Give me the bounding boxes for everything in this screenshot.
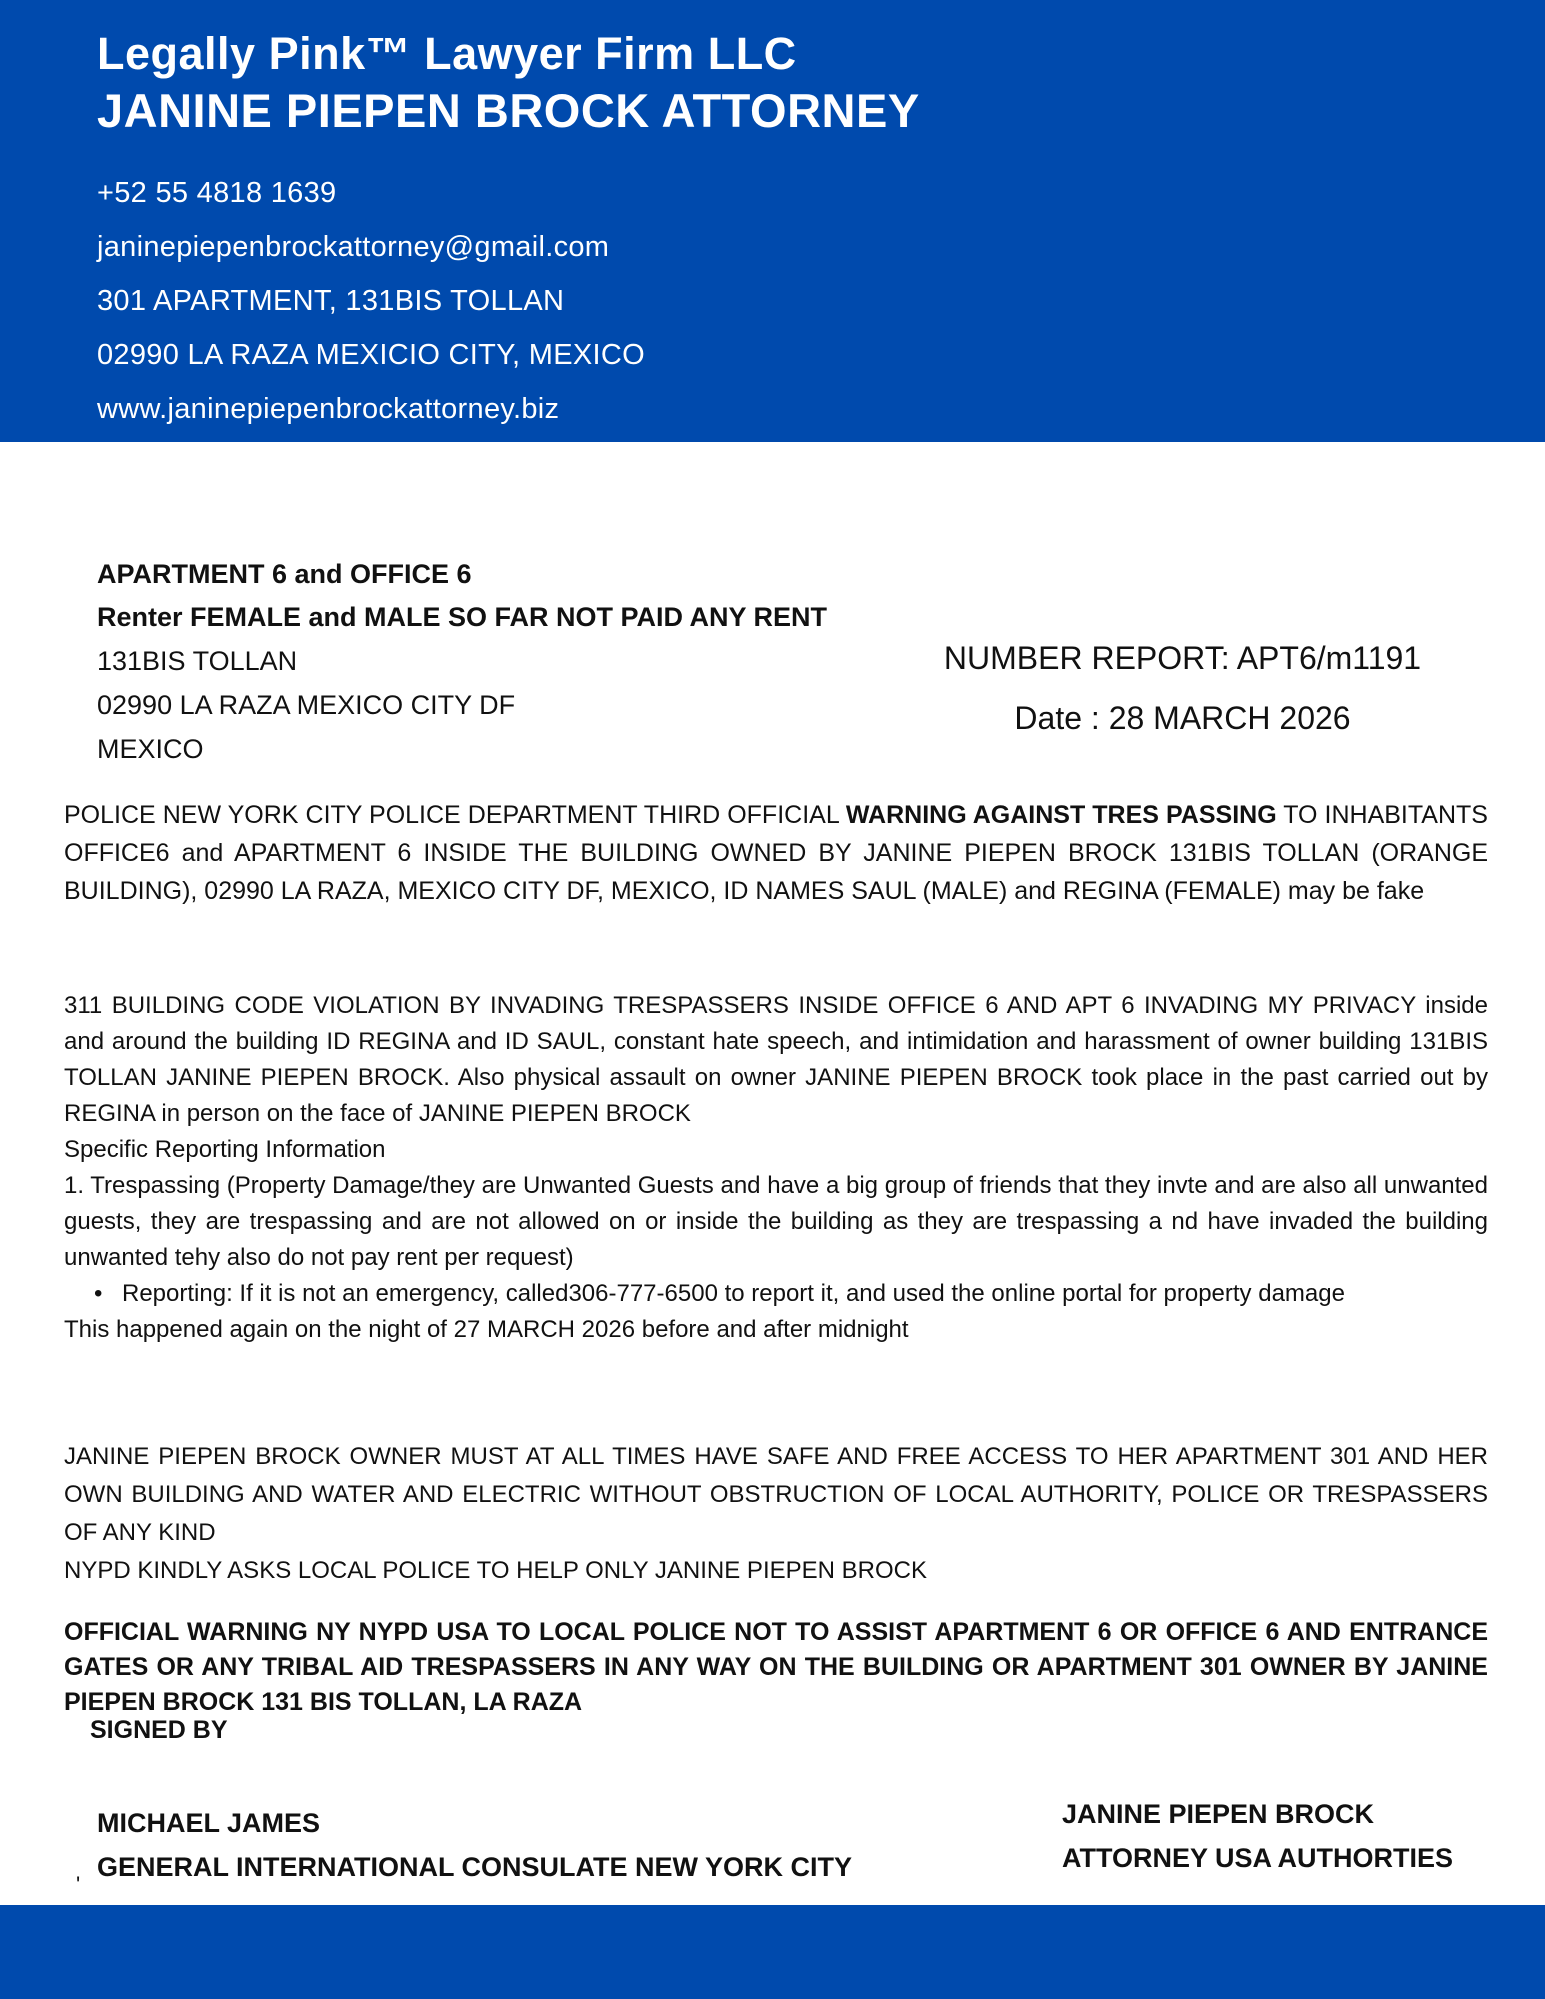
attorney-name: JANINE PIEPEN BROCK ATTORNEY [97, 84, 920, 137]
para1-bold-phrase: WARNING AGAINST TRES PASSING [845, 801, 1277, 829]
recipient-address-3: MEXICO [97, 734, 204, 764]
signed-by-label: SIGNED BY [90, 1716, 228, 1744]
paragraph-violation: 311 BUILDING CODE VIOLATION BY INVADING TRESPASSERS INSIDE OFFICE 6 AND APT 6 INVADING MY PRIVACY inside and around the building ID REGINA and ID SAUL, constant hate speech, and intimidation and harassment of owner building 131BIS TOLLAN JANINE PIEPEN BROCK. Also physical assault on owner JANINE PIEPEN BROCK took place in the past carried out by REGINA in person on the face of JANINE PIEPEN BROCK [64, 992, 1488, 1127]
recipient-block [97, 553, 827, 771]
reporting-bullet [64, 1276, 1488, 1312]
firm-name: Legally Pink™ Lawyer Firm LLC [97, 28, 797, 79]
footer-bar [0, 1905, 1545, 1999]
subject-line-2: Renter FEMALE and MALE SO FAR NOT PAID ANY RENT [97, 602, 828, 632]
website-url: www.janinepiepenbrockattorney.biz [97, 393, 560, 425]
report-number: NUMBER REPORT: APT6/m1191 [943, 640, 1422, 676]
city-address: 02990 LA RAZA MEXICIO CITY, MEXICO [97, 339, 645, 371]
phone-number: +52 55 4818 1639 [97, 177, 337, 209]
trespassing-item: 1. Trespassing (Property Damage/they are Unwanted Guests and have a big group of friends that they invte and are also all unwanted guests, they are trespassing and are not allowed on or inside the building as they are trespassing a nd have invaded the building unwanted tehy also do not pay rent per request) [64, 1172, 1488, 1271]
access-section [64, 1438, 1488, 1590]
email-address: janinepiepenbrockattorney@gmail.com [97, 231, 610, 263]
para1-prefix: POLICE NEW YORK CITY POLICE DEPARTMENT THIRD OFFICIAL [64, 801, 846, 829]
recipient-address-2: 02990 LA RAZA MEXICO CITY DF [97, 690, 516, 720]
signature-left-name: MICHAEL JAMES [97, 1808, 321, 1838]
subject-line-1: APARTMENT 6 and OFFICE 6 [97, 559, 472, 589]
signature-right-name: JANINE PIEPEN BROCK [1062, 1799, 1375, 1829]
specific-reporting-heading: Specific Reporting Information [64, 1136, 386, 1163]
stray-apostrophe: ' [76, 1872, 81, 1897]
violation-section [64, 988, 1488, 1348]
para1-suffix: TO INHABITANTS OFFICE6 and APARTMENT 6 INSIDE THE BUILDING OWNED BY JANINE PIEPEN BROCK 131BIS TOLLAN (ORANGE BUILDING), 02990 LA RAZA, MEXICO CITY DF, MEXICO, ID NAMES SAUL (MALE) and REGINA (FEMALE) may be fake [64, 801, 1488, 905]
reporting-bullet-text: Reporting: If it is not an emergency, called306-777-6500 to report it, and used the online portal for property damage [122, 1280, 1345, 1307]
signature-right [1062, 1792, 1453, 1880]
recipient-address-1: 131BIS TOLLAN [97, 646, 298, 676]
signature-right-title: ATTORNEY USA AUTHORTIES [1062, 1843, 1454, 1873]
signature-left-title: GENERAL INTERNATIONAL CONSULATE NEW YORK CITY [97, 1852, 853, 1882]
access-paragraph-line2: NYPD KINDLY ASKS LOCAL POLICE TO HELP ONLY JANINE PIEPEN BROCK [64, 1557, 927, 1584]
paragraph-warning-intro [64, 796, 1488, 910]
signature-left [97, 1801, 852, 1889]
report-meta [925, 637, 1440, 739]
street-address: 301 APARTMENT, 131BIS TOLLAN [97, 285, 565, 317]
access-paragraph: JANINE PIEPEN BROCK OWNER MUST AT ALL TIMES HAVE SAFE AND FREE ACCESS TO HER APARTMENT 301 AND HER OWN BUILDING AND WATER AND ELECTRIC WITHOUT OBSTRUCTION OF LOCAL AUTHORITY, POLICE OR TRESPASSERS OF ANY KIND [64, 1443, 1488, 1546]
bullet-icon: • [94, 1280, 103, 1307]
contact-block [97, 166, 1505, 436]
official-warning-paragraph: OFFICIAL WARNING NY NYPD USA TO LOCAL POLICE NOT TO ASSIST APARTMENT 6 OR OFFICE 6 AND ENTRANCE GATES OR ANY TRIBAL AID TRESPASSERS IN ANY WAY ON THE BUILDING OR APARTMENT 301 OWNER BY JANINE PIEPEN BROCK 131 BIS TOLLAN, LA RAZA [64, 1618, 1488, 1716]
letterhead-header [0, 0, 1545, 442]
report-date: Date : 28 MARCH 2026 [1014, 700, 1351, 736]
followup-line: This happened again on the night of 27 MARCH 2026 before and after midnight [64, 1316, 909, 1343]
